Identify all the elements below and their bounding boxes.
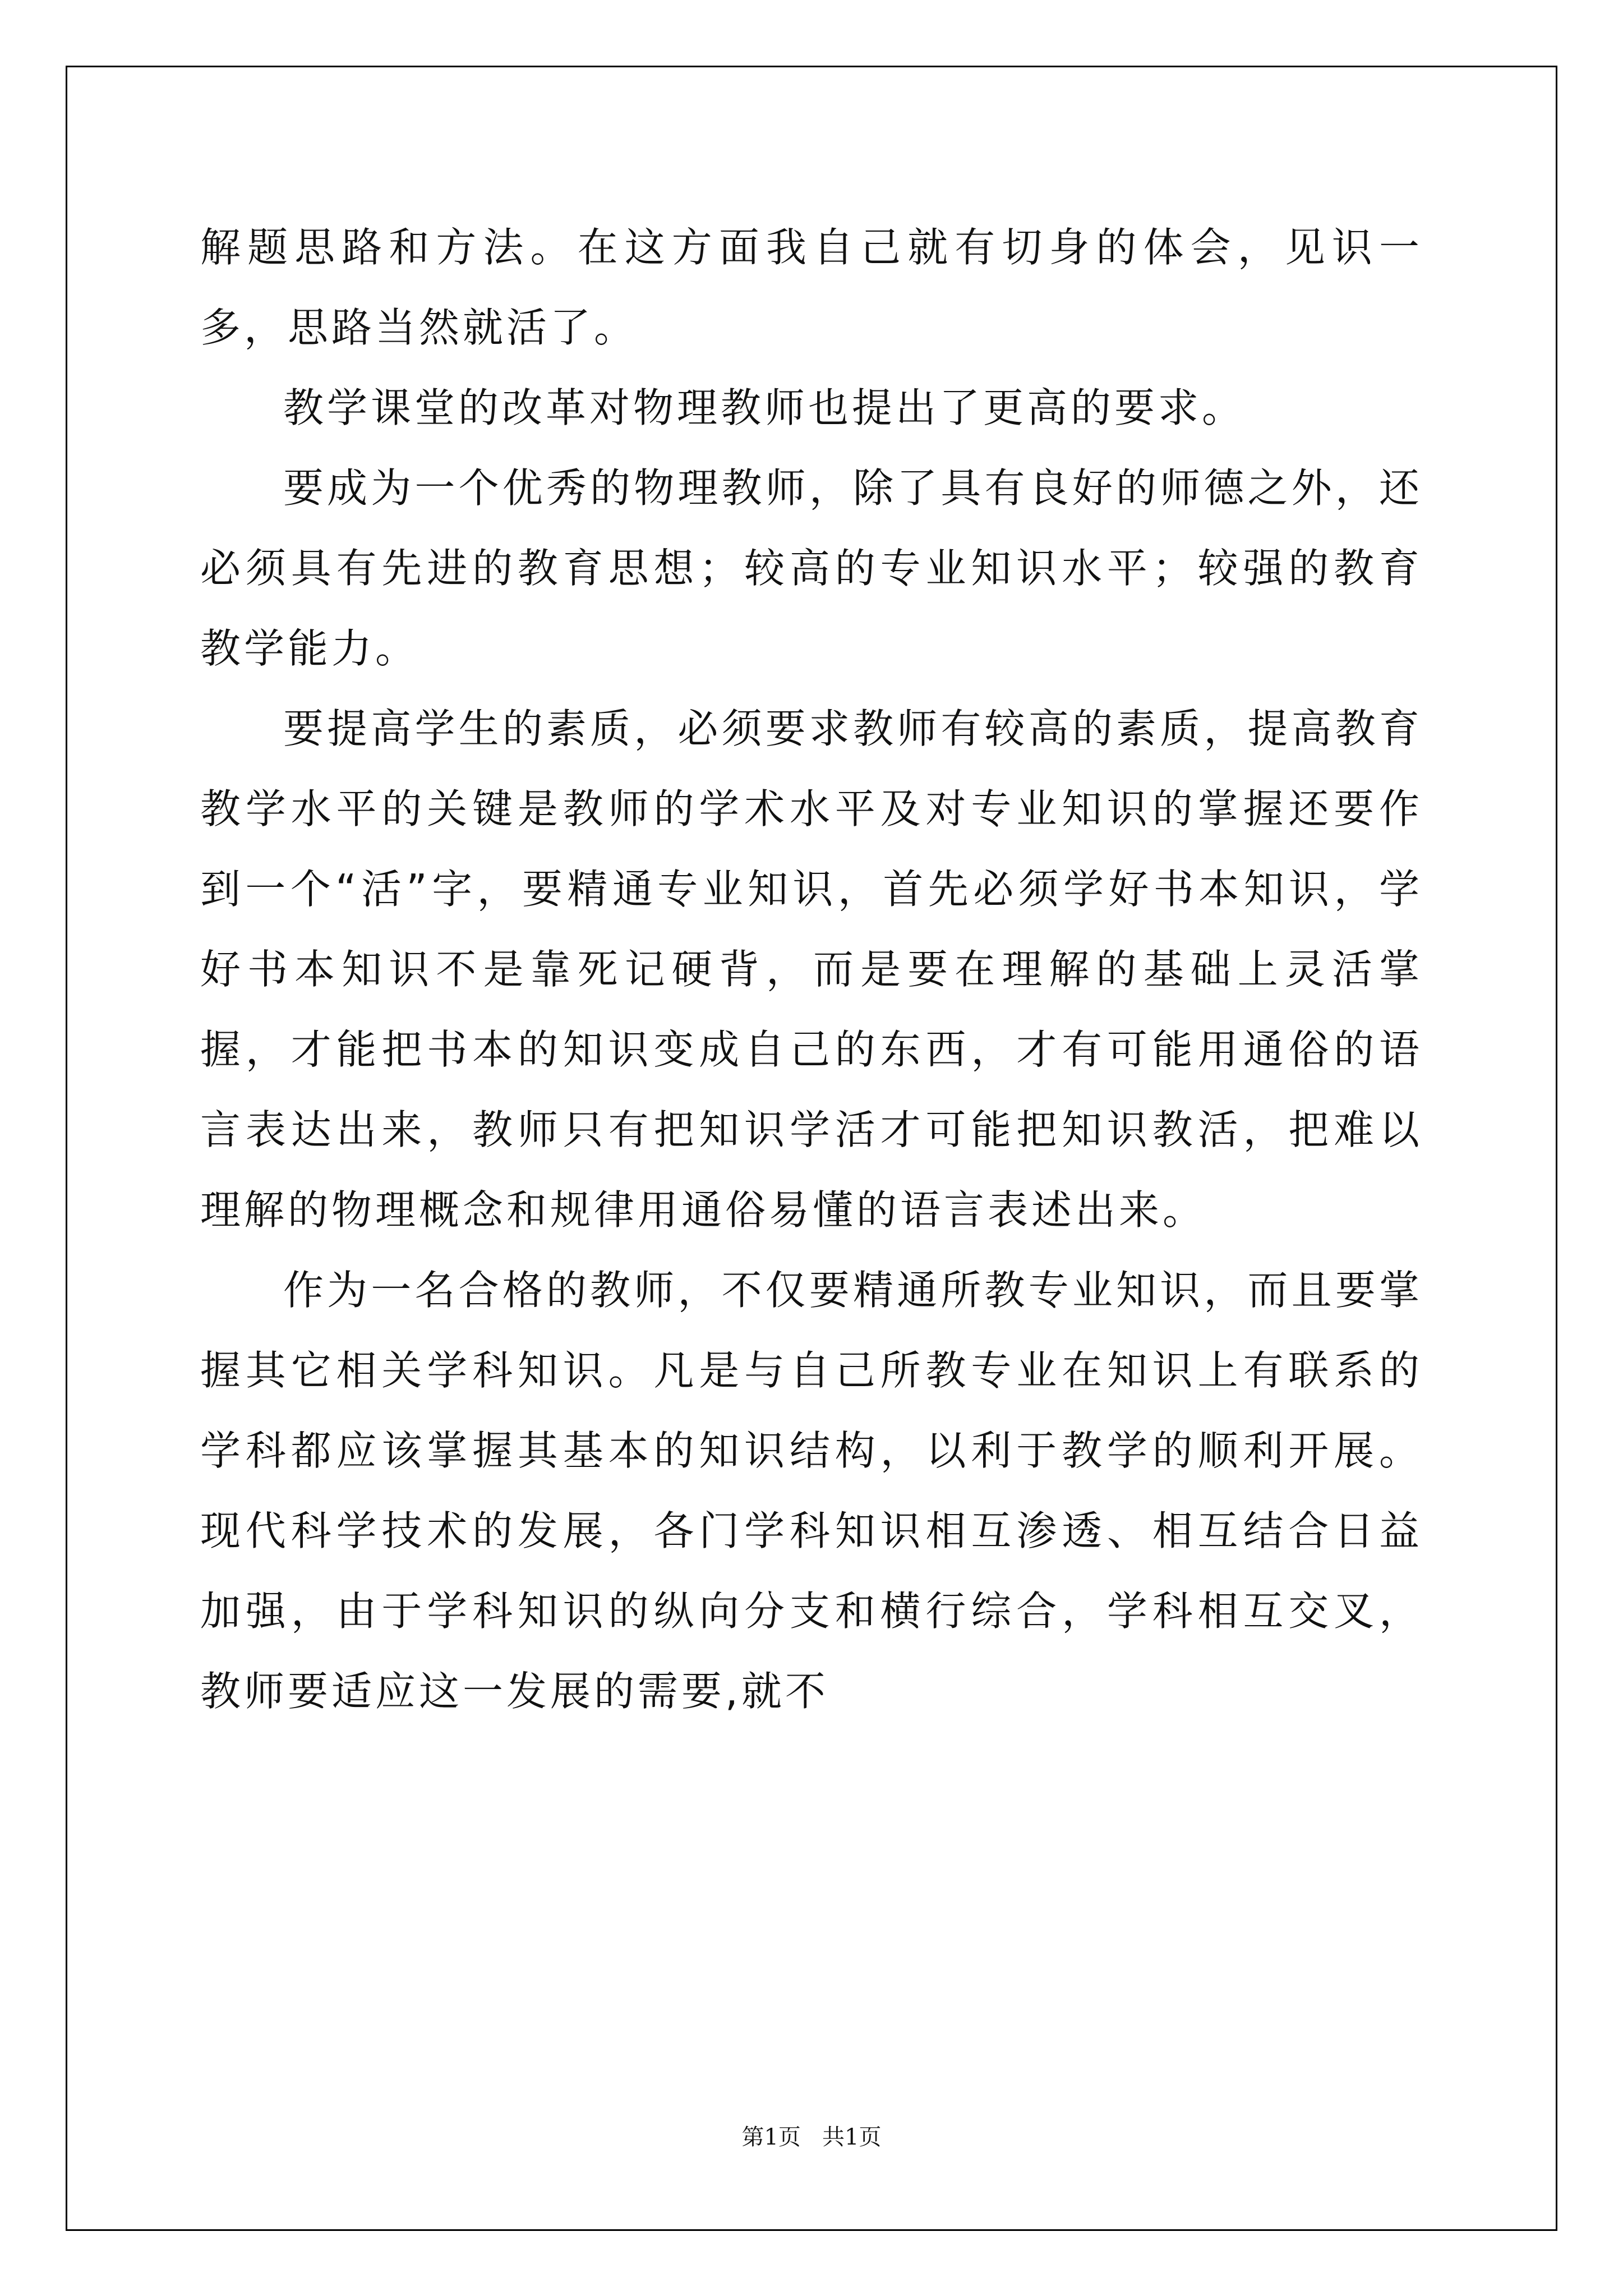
document-body	[200, 208, 1423, 1732]
paragraph-5: 作为一名合格的教师，不仅要精通所教专业知识，而且要掌握其它相关学科知识。凡是与自己所教专业在知识上有联系的学科都应该掌握其基本的知识结构，以利于教学的顺利开展。现代科学技术的发展，各门学科知识相互渗透、相互结合日益加强，由于学科知识的纵向分支和横行综合，学科相互交叉，教师要适应这一发展的需要,就不	[200, 1267, 1423, 1715]
page-footer: 第1页 共1页	[741, 2124, 882, 2150]
paragraph-2: 教学课堂的改革对物理教师也提出了更高的要求。	[283, 384, 1246, 431]
paragraph-4: 要提高学生的素质，必须要求教师有较高的素质，提高教育教学水平的关键是教师的学术水平及对专业知识的掌握还要作到一个“活”字，要精通专业知识，首先必须学好书本知识，学好书本知识不是靠死记硬背，而是要在理解的基础上灵活掌握，才能把书本的知识变成自己的东西，才有可能用通俗的语言表达出来，教师只有把知识学活才可能把知识教活，把难以理解的物理概念和规律用通俗易懂的语言表述出来。	[200, 705, 1423, 1234]
paragraph-1: 解题思路和方法。在这方面我自己就有切身的体会，见识一多，思路当然就活了。	[200, 224, 1423, 351]
paragraph-3: 要成为一个优秀的物理教师，除了具有良好的师德之外，还必须具有先进的教育思想；较高的专业知识水平；较强的教育教学能力。	[200, 464, 1423, 672]
